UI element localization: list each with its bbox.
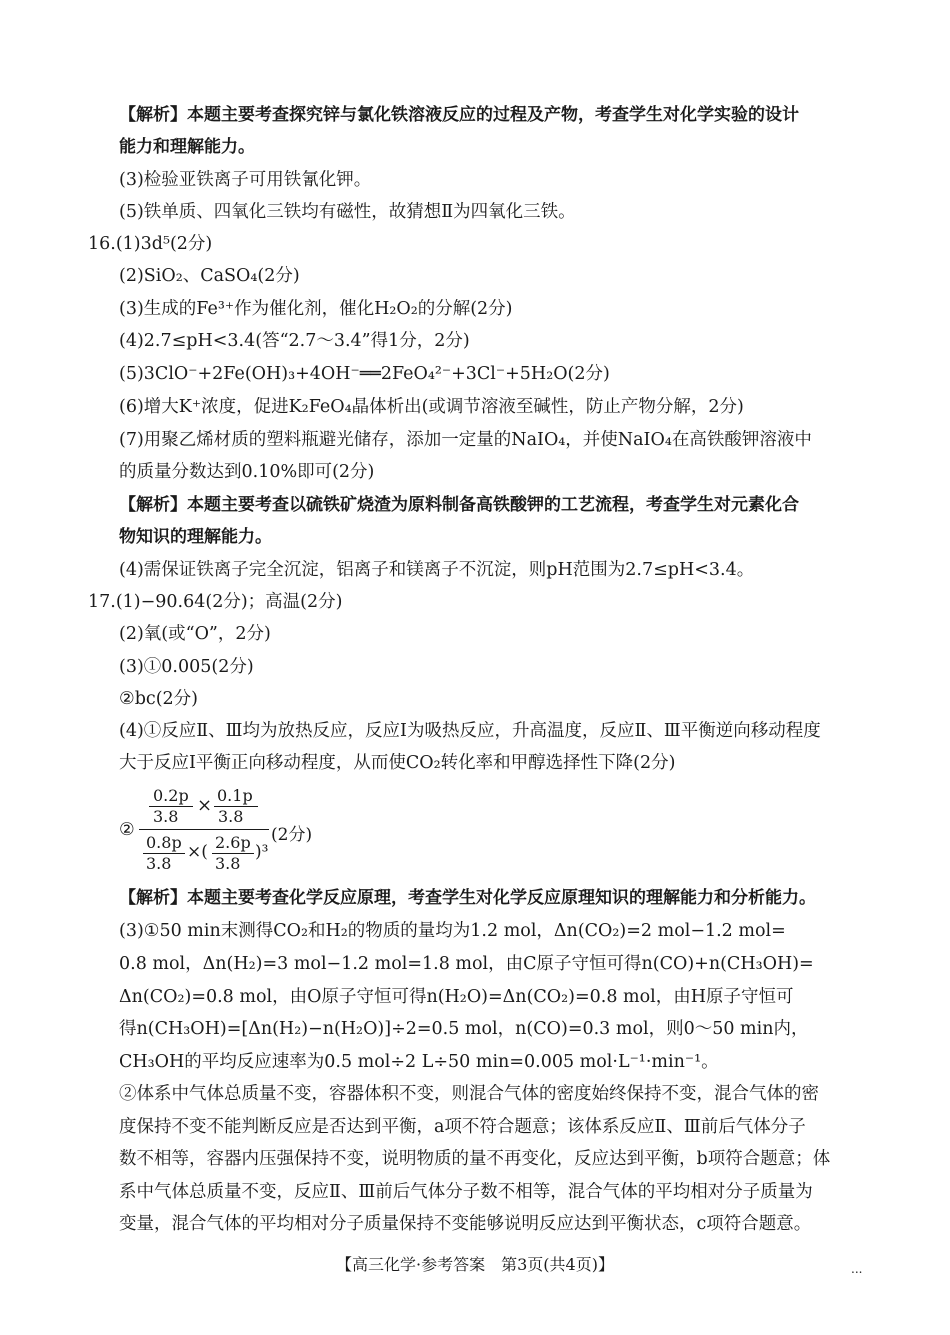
q17-analysis-line-6: ②体系中气体总质量不变，容器体积不变，则混合气体的密度始终保持不变，混合气体的密 [119, 1084, 819, 1104]
fraction-denominator-3: 3.8 [146, 854, 172, 873]
q17-answer-4-1-cont: 大于反应Ⅰ平衡正向移动程度，从而使CO₂转化率和甲醇选择性下降(2分) [119, 753, 676, 773]
q16-answer-4: (4)2.7≤pH<3.4(答“2.7～3.4”得1分，2分) [119, 331, 470, 351]
q17-analysis-line-1: (3)①50 min末测得CO₂和H₂的物质的量均为1.2 mol，Δn(CO₂)=2 mol−1.2 mol= [119, 921, 786, 941]
q16-analysis-heading-cont: 物知识的理解能力。 [119, 527, 272, 547]
analysis-15-heading: 【解析】本题主要考查探究锌与氯化铁溶液反应的过程及产物，考查学生对化学实验的设计 [119, 105, 799, 125]
q17-answer-4-1: (4)①反应Ⅱ、Ⅲ均为放热反应，反应Ⅰ为吸热反应，升高温度，反应Ⅱ、Ⅲ平衡逆向移动程度 [119, 721, 821, 741]
q17-analysis-line-10: 变量，混合气体的平均相对分子质量保持不变能够说明反应达到平衡状态，c项符合题意。 [119, 1214, 812, 1234]
q16-answer-1: 16.(1)3d⁵(2分) [88, 234, 213, 254]
fraction-item-marker: ② [119, 820, 135, 840]
analysis-15-item-3: (3)检验亚铁离子可用铁氰化钾。 [119, 170, 372, 190]
analysis-15-item-5: (5)铁单质、四氧化三铁均有磁性，故猜想Ⅱ为四氧化三铁。 [119, 202, 576, 222]
fraction-denominator-2: 3.8 [218, 807, 244, 826]
fraction-denominator-1: 3.8 [153, 807, 179, 826]
q17-analysis-line-7: 度保持不变不能判断反应是否达到平衡，a项不符合题意；该体系反应Ⅱ、Ⅲ前后气体分子 [119, 1117, 806, 1137]
page-footer: 【高三化学·参考答案 第3页(共4页)】 [336, 1255, 614, 1274]
q16-answer-6: (6)增大K⁺浓度，促进K₂FeO₄晶体析出(或调节溶液至碱性，防止产物分解，2分) [119, 397, 744, 417]
q17-analysis-line-5: CH₃OH的平均反应速率为0.5 mol÷2 L÷50 min=0.005 mol·L⁻¹·min⁻¹。 [119, 1052, 719, 1072]
q17-analysis-heading: 【解析】本题主要考查化学反应原理，考查学生对化学反应原理知识的理解能力和分析能力。 [119, 888, 816, 908]
fraction-denominator-4: 3.8 [215, 854, 241, 873]
q17-analysis-line-4: 得n(CH₃OH)=[Δn(H₂)−n(H₂O)]÷2=0.5 mol，n(CO)=0.3 mol，则0～50 min内， [119, 1019, 809, 1039]
q17-analysis-line-2: 0.8 mol，Δn(H₂)=3 mol−1.2 mol=1.8 mol，由C原子守恒可得n(CO)+n(CH₃OH)= [119, 954, 814, 974]
times-sign-1: × [197, 795, 213, 816]
q16-analysis-item-4: (4)需保证铁离子完全沉淀，铝离子和镁离子不沉淀，则pH范围为2.7≤pH<3.4。 [119, 560, 755, 580]
main-fraction-bar [139, 829, 269, 830]
cube-close: )³ [255, 842, 269, 862]
q17-analysis-line-8: 数不相等，容器内压强保持不变，说明物质的量不再变化，反应达到平衡，b项符合题意；体 [119, 1149, 831, 1169]
q16-answer-5: (5)3ClO⁻+2Fe(OH)₃+4OH⁻══2FeO₄²⁻+3Cl⁻+5H₂O(2分) [119, 364, 610, 384]
q16-analysis-heading: 【解析】本题主要考查以硫铁矿烧渣为原料制备高铁酸钾的工艺流程，考查学生对元素化合 [119, 495, 799, 515]
q17-analysis-line-3: Δn(CO₂)=0.8 mol，由O原子守恒可得n(H₂O)=Δn(CO₂)=0.8 mol，由H原子守恒可 [119, 987, 794, 1007]
times-sign-2: ×( [187, 842, 208, 862]
fraction-numerator-4: 2.6p [215, 833, 251, 852]
q16-answer-7-cont: 的质量分数达到0.10%即可(2分) [119, 462, 375, 482]
kp-fraction-expression [119, 786, 379, 876]
analysis-15-heading-cont: 能力和理解能力。 [119, 137, 255, 157]
q17-answer-3-2: ②bc(2分) [119, 689, 198, 709]
q17-answer-1: 17.(1)−90.64(2分)；高温(2分) [88, 592, 343, 612]
q17-analysis-line-9: 系中气体总质量不变，反应Ⅱ、Ⅲ前后气体分子数不相等，混合气体的平均相对分子质量为 [119, 1182, 813, 1202]
fraction-numerator-1: 0.2p [153, 786, 189, 805]
q17-answer-2: (2)氧(或“O”，2分) [119, 624, 271, 644]
q17-answer-3-1: (3)①0.005(2分) [119, 657, 254, 677]
q16-answer-3: (3)生成的Fe³⁺作为催化剂，催化H₂O₂的分解(2分) [119, 299, 513, 319]
fraction-numerator-3: 0.8p [146, 833, 182, 852]
q16-answer-7: (7)用聚乙烯材质的塑料瓶避光储存，添加一定量的NaIO₄，并使NaIO₄在高铁酸钾溶液中 [119, 430, 812, 450]
fraction-numerator-2: 0.1p [217, 786, 253, 805]
fraction-score: (2分) [271, 825, 313, 845]
corner-mark: ... [851, 1262, 863, 1276]
q16-answer-2: (2)SiO₂、CaSO₄(2分) [119, 266, 300, 286]
